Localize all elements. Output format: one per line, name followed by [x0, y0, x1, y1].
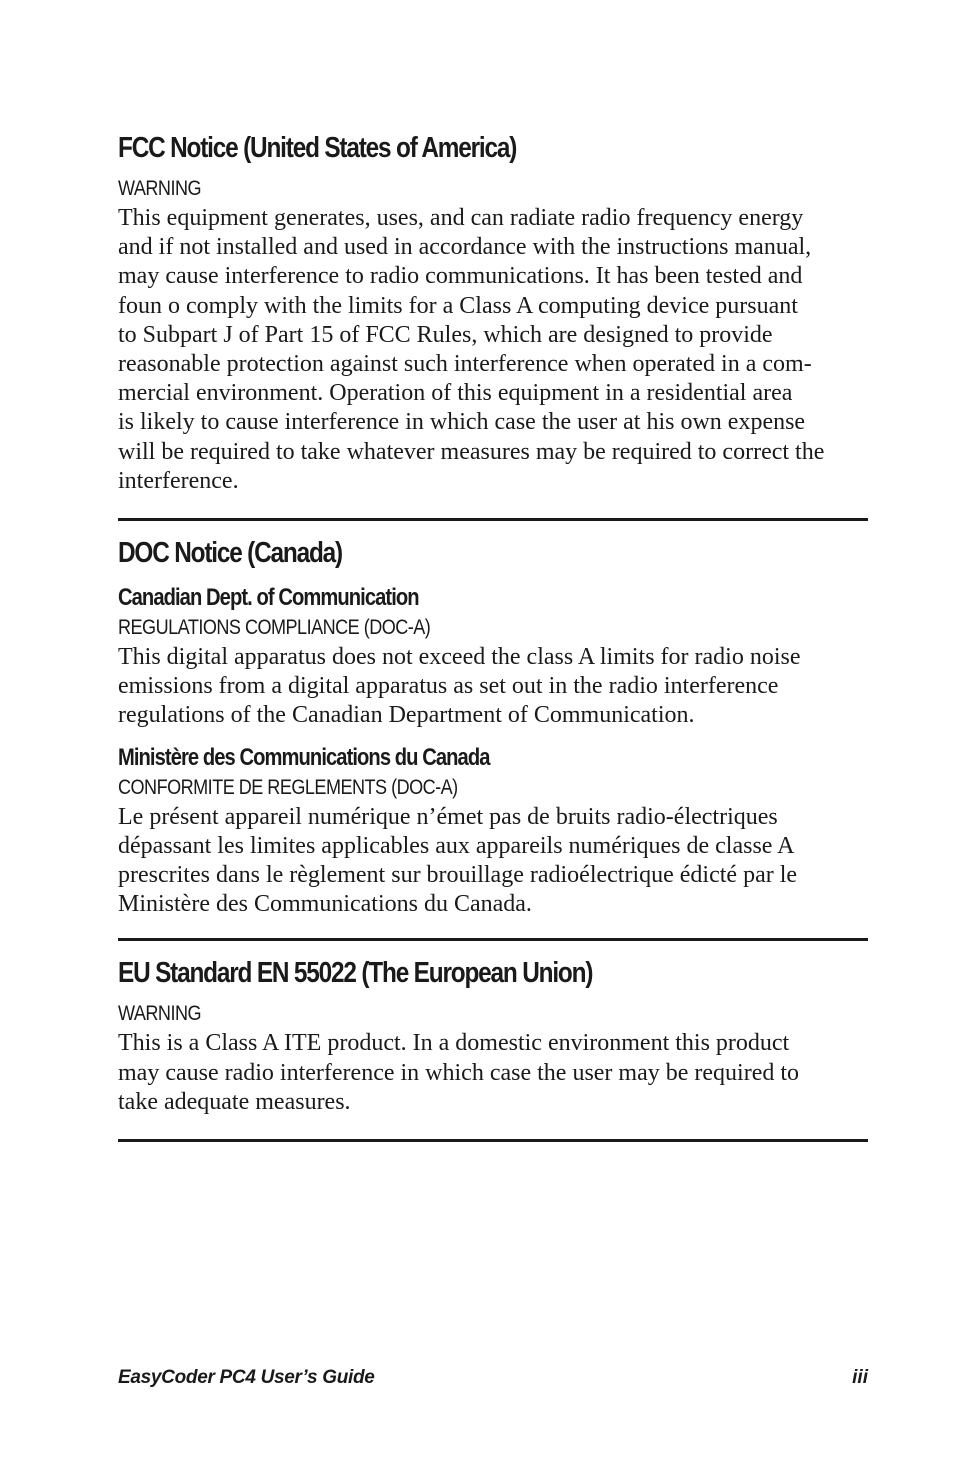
body-line: Ministère des Communications du Canada.	[118, 891, 532, 918]
regulations-compliance-label: REGULATIONS COMPLIANCE (DOC-A)	[118, 616, 431, 640]
body-line: This equipment generates, uses, and can radiate radio frequency energy	[118, 205, 804, 231]
body-line: may cause radio interference in which case the user may be required to	[118, 1059, 800, 1086]
eu-section	[118, 955, 868, 1117]
body-line: is likely to cause interference in which case the user at his own expense	[118, 409, 806, 436]
canada-notice-body	[118, 643, 868, 731]
body-line: and if not installed and used in accordance with the instructions manual,	[118, 234, 812, 261]
page-number: iii	[852, 1367, 868, 1388]
ministere-subheading: Ministère des Communications du Canada	[118, 743, 490, 771]
section-divider	[118, 518, 868, 521]
body-line: interference.	[118, 467, 239, 494]
body-line: prescrites dans le règlement sur brouillage radioélectrique édicté par le	[118, 862, 798, 889]
eu-standard-heading: EU Standard EN 55022 (The European Union)	[118, 957, 593, 990]
fcc-section	[118, 130, 868, 496]
ministere-notice-body	[118, 803, 868, 920]
fcc-warning-label: WARNING	[118, 177, 202, 200]
conformite-label: CONFORMITE DE REGLEMENTS (DOC-A)	[118, 775, 458, 799]
eu-notice-body	[118, 1029, 868, 1117]
body-line: regulations of the Canadian Department of Communication.	[118, 702, 695, 729]
body-line: take adequate measures.	[118, 1088, 351, 1115]
canadian-dept-subheading: Canadian Dept. of Communication	[118, 584, 419, 612]
body-line: This is a Class A ITE product. In a domestic environment this product	[118, 1030, 790, 1057]
body-line: This digital apparatus does not exceed the class A limits for radio noise	[118, 644, 801, 671]
eu-warning-label: WARNING	[118, 1002, 202, 1026]
body-line: will be required to take whatever measures may be required to correct the	[118, 438, 825, 465]
doc-section	[118, 535, 868, 919]
body-line: mercial environment. Operation of this equipment in a residential area	[118, 380, 793, 407]
section-divider	[118, 1139, 868, 1142]
fcc-notice-heading: FCC Notice (United States of America)	[118, 132, 517, 164]
body-line: may cause interference to radio communications. It has been tested and	[118, 263, 803, 290]
doc-notice-heading: DOC Notice (Canada)	[118, 537, 343, 570]
body-line: reasonable protection against such interference when operated in a com-	[118, 351, 812, 378]
section-divider	[118, 938, 868, 941]
fcc-notice-body	[118, 204, 868, 496]
body-line: emissions from a digital apparatus as set out in the radio interference	[118, 673, 779, 700]
guide-title: EasyCoder PC4 User’s Guide	[118, 1367, 375, 1388]
page-content	[118, 130, 868, 1142]
body-line: foun o comply with the limits for a Class A computing device pursuant	[118, 292, 798, 319]
body-line: to Subpart J of Part 15 of FCC Rules, which are designed to provide	[118, 321, 773, 348]
body-line: dépassant les limites applicables aux appareils numériques de classe A	[118, 832, 795, 859]
body-line: Le présent appareil numérique n’émet pas de bruits radio-électriques	[118, 803, 778, 830]
